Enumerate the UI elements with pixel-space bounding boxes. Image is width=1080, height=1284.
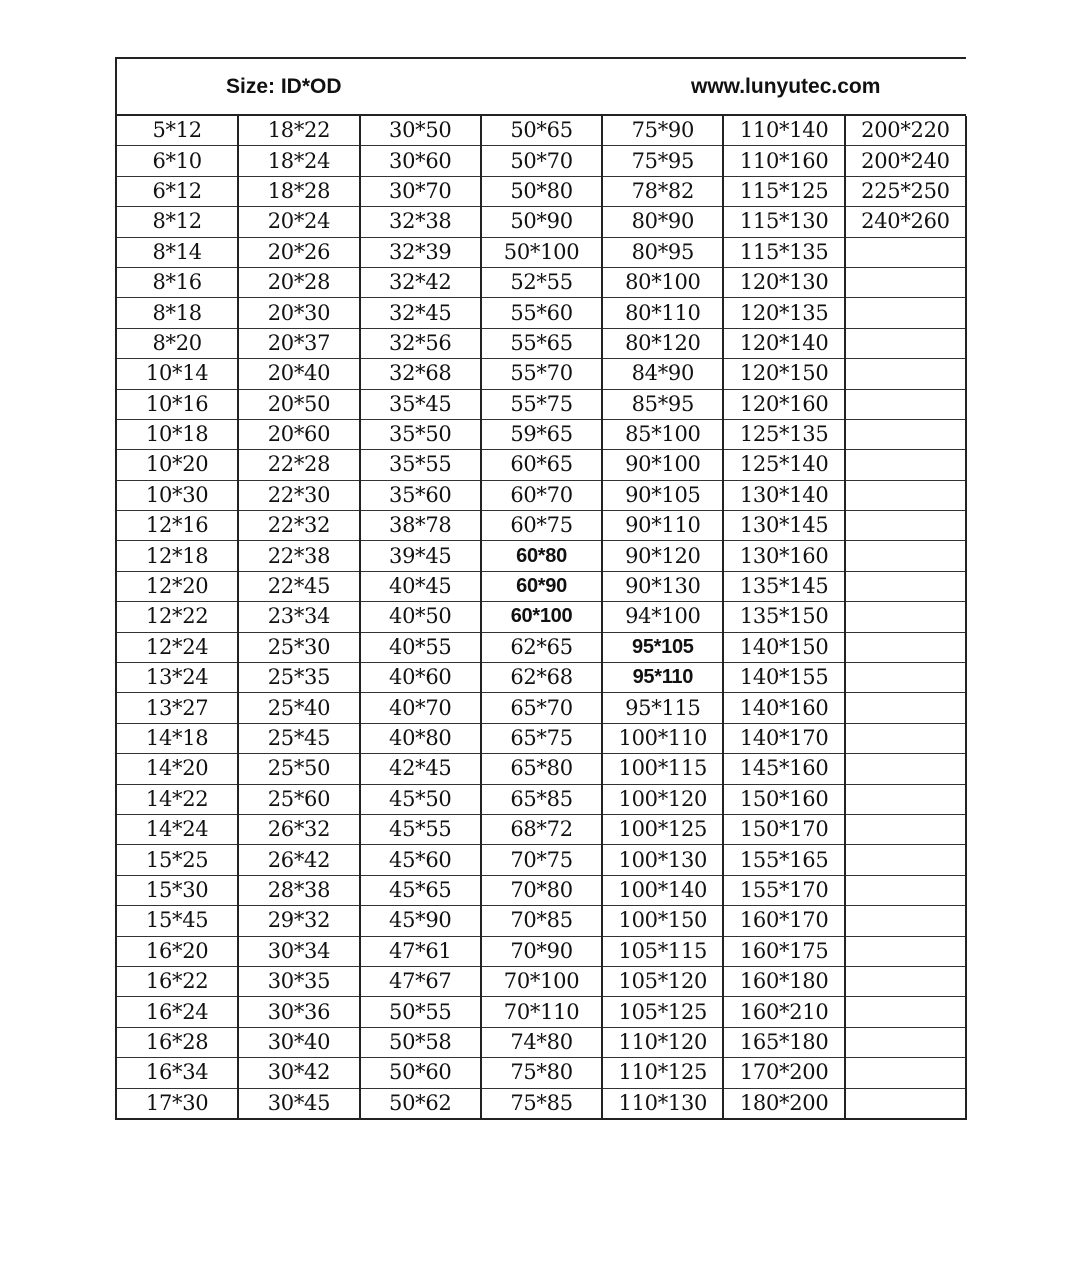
size-cell: 140*170 <box>723 723 844 753</box>
size-cell: 70*100 <box>481 966 602 996</box>
size-cell: 155*165 <box>723 845 844 875</box>
size-cell: 100*115 <box>602 754 723 784</box>
size-cell: 10*14 <box>117 359 238 389</box>
size-cell: 10*16 <box>117 389 238 419</box>
size-cell: 100*130 <box>602 845 723 875</box>
size-cell: 12*22 <box>117 602 238 632</box>
table-row <box>117 237 966 267</box>
size-cell: 39*45 <box>360 541 481 571</box>
size-cell: 225*250 <box>845 176 966 206</box>
size-cell: 40*55 <box>360 632 481 662</box>
size-cell: 23*34 <box>238 602 359 632</box>
size-cell: 50*80 <box>481 176 602 206</box>
size-cell: 18*28 <box>238 176 359 206</box>
table-row <box>117 1027 966 1057</box>
size-cell: 55*70 <box>481 359 602 389</box>
size-cell: 160*170 <box>723 906 844 936</box>
size-chart <box>115 57 966 1120</box>
size-cell: 85*95 <box>602 389 723 419</box>
size-cell: 52*55 <box>481 267 602 297</box>
size-cell: 32*45 <box>360 298 481 328</box>
size-cell <box>845 845 966 875</box>
size-cell: 75*85 <box>481 1088 602 1119</box>
size-cell: 120*150 <box>723 359 844 389</box>
table-row <box>117 116 966 146</box>
size-cell: 14*22 <box>117 784 238 814</box>
table-row <box>117 875 966 905</box>
size-cell: 20*24 <box>238 207 359 237</box>
size-cell: 130*160 <box>723 541 844 571</box>
size-cell: 10*30 <box>117 480 238 510</box>
size-cell: 32*68 <box>360 359 481 389</box>
size-cell <box>845 298 966 328</box>
size-cell: 165*180 <box>723 1027 844 1057</box>
size-cell: 55*75 <box>481 389 602 419</box>
table-row <box>117 298 966 328</box>
size-cell: 20*28 <box>238 267 359 297</box>
size-cell: 30*42 <box>238 1058 359 1088</box>
size-cell: 8*12 <box>117 207 238 237</box>
size-cell: 75*95 <box>602 146 723 176</box>
table-row <box>117 146 966 176</box>
size-cell: 100*120 <box>602 784 723 814</box>
size-cell: 155*170 <box>723 875 844 905</box>
size-cell: 50*70 <box>481 146 602 176</box>
size-cell: 30*50 <box>360 116 481 146</box>
size-cell: 20*37 <box>238 328 359 358</box>
size-cell: 40*50 <box>360 602 481 632</box>
table-row <box>117 419 966 449</box>
size-cell: 22*38 <box>238 541 359 571</box>
size-cell: 12*20 <box>117 571 238 601</box>
table-row <box>117 359 966 389</box>
size-cell: 8*16 <box>117 267 238 297</box>
size-cell: 18*22 <box>238 116 359 146</box>
size-cell: 50*100 <box>481 237 602 267</box>
size-cell <box>845 754 966 784</box>
table-row <box>117 450 966 480</box>
size-cell: 68*72 <box>481 814 602 844</box>
size-cell: 60*100 <box>481 602 602 632</box>
table-row <box>117 814 966 844</box>
size-cell: 32*56 <box>360 328 481 358</box>
size-cell: 45*90 <box>360 906 481 936</box>
size-cell: 50*62 <box>360 1088 481 1119</box>
size-cell: 40*45 <box>360 571 481 601</box>
size-cell: 240*260 <box>845 207 966 237</box>
size-cell: 120*160 <box>723 389 844 419</box>
size-cell: 16*28 <box>117 1027 238 1057</box>
size-cell: 29*32 <box>238 906 359 936</box>
size-cell: 90*105 <box>602 480 723 510</box>
size-cell: 60*75 <box>481 511 602 541</box>
size-cell: 15*30 <box>117 875 238 905</box>
size-cell: 15*25 <box>117 845 238 875</box>
size-cell: 8*14 <box>117 237 238 267</box>
table-row <box>117 267 966 297</box>
size-cell: 50*58 <box>360 1027 481 1057</box>
size-cell: 12*24 <box>117 632 238 662</box>
size-cell: 6*10 <box>117 146 238 176</box>
size-cell <box>845 511 966 541</box>
size-cell: 32*42 <box>360 267 481 297</box>
size-cell: 10*20 <box>117 450 238 480</box>
size-cell: 25*60 <box>238 784 359 814</box>
size-cell: 84*90 <box>602 359 723 389</box>
size-cell: 45*55 <box>360 814 481 844</box>
size-cell: 110*120 <box>602 1027 723 1057</box>
size-cell: 40*80 <box>360 723 481 753</box>
size-cell: 40*60 <box>360 663 481 693</box>
size-cell: 115*135 <box>723 237 844 267</box>
size-cell: 90*120 <box>602 541 723 571</box>
size-cell: 160*180 <box>723 966 844 996</box>
size-cell: 80*120 <box>602 328 723 358</box>
chart-header <box>117 59 966 116</box>
table-row <box>117 784 966 814</box>
size-cell: 25*50 <box>238 754 359 784</box>
size-cell: 30*70 <box>360 176 481 206</box>
size-cell <box>845 571 966 601</box>
size-cell: 115*125 <box>723 176 844 206</box>
table-row <box>117 663 966 693</box>
table-row <box>117 997 966 1027</box>
size-cell: 20*30 <box>238 298 359 328</box>
size-cell: 94*100 <box>602 602 723 632</box>
table-row <box>117 207 966 237</box>
size-cell: 95*115 <box>602 693 723 723</box>
size-cell: 90*130 <box>602 571 723 601</box>
size-cell: 110*130 <box>602 1088 723 1119</box>
size-cell: 40*70 <box>360 693 481 723</box>
size-cell: 20*60 <box>238 419 359 449</box>
size-cell: 20*50 <box>238 389 359 419</box>
size-cell: 30*45 <box>238 1088 359 1119</box>
size-cell: 135*145 <box>723 571 844 601</box>
size-cell: 35*50 <box>360 419 481 449</box>
size-cell: 65*75 <box>481 723 602 753</box>
size-cell: 135*150 <box>723 602 844 632</box>
size-cell: 25*35 <box>238 663 359 693</box>
size-cell: 125*140 <box>723 450 844 480</box>
size-cell: 100*140 <box>602 875 723 905</box>
table-row <box>117 906 966 936</box>
size-cell: 140*150 <box>723 632 844 662</box>
size-cell: 14*24 <box>117 814 238 844</box>
table-row <box>117 936 966 966</box>
size-cell: 12*16 <box>117 511 238 541</box>
size-cell: 125*135 <box>723 419 844 449</box>
size-cell: 30*36 <box>238 997 359 1027</box>
table-row <box>117 754 966 784</box>
size-cell: 16*20 <box>117 936 238 966</box>
size-cell: 38*78 <box>360 511 481 541</box>
table-row <box>117 571 966 601</box>
size-cell: 32*39 <box>360 237 481 267</box>
size-cell: 50*55 <box>360 997 481 1027</box>
size-cell: 50*60 <box>360 1058 481 1088</box>
size-cell: 59*65 <box>481 419 602 449</box>
size-cell: 55*60 <box>481 298 602 328</box>
size-cell: 25*30 <box>238 632 359 662</box>
size-cell <box>845 784 966 814</box>
size-cell: 150*170 <box>723 814 844 844</box>
size-cell: 55*65 <box>481 328 602 358</box>
table-row <box>117 328 966 358</box>
size-cell <box>845 419 966 449</box>
size-cell <box>845 693 966 723</box>
size-cell: 95*105 <box>602 632 723 662</box>
size-cell: 16*24 <box>117 997 238 1027</box>
size-cell: 140*155 <box>723 663 844 693</box>
size-cell: 105*115 <box>602 936 723 966</box>
size-cell: 65*70 <box>481 693 602 723</box>
size-cell: 60*90 <box>481 571 602 601</box>
size-cell: 60*80 <box>481 541 602 571</box>
size-cell: 35*55 <box>360 450 481 480</box>
size-cell: 25*45 <box>238 723 359 753</box>
size-cell <box>845 480 966 510</box>
size-cell: 47*61 <box>360 936 481 966</box>
table-row <box>117 541 966 571</box>
size-cell: 110*160 <box>723 146 844 176</box>
size-cell <box>845 723 966 753</box>
size-cell <box>845 936 966 966</box>
size-cell: 62*68 <box>481 663 602 693</box>
size-cell: 150*160 <box>723 784 844 814</box>
size-cell: 70*90 <box>481 936 602 966</box>
table-row <box>117 511 966 541</box>
size-cell: 22*32 <box>238 511 359 541</box>
size-cell: 10*18 <box>117 419 238 449</box>
size-cell: 8*20 <box>117 328 238 358</box>
size-cell: 160*175 <box>723 936 844 966</box>
size-cell: 62*65 <box>481 632 602 662</box>
size-cell: 120*135 <box>723 298 844 328</box>
size-cell: 80*90 <box>602 207 723 237</box>
size-cell: 20*40 <box>238 359 359 389</box>
size-cell: 12*18 <box>117 541 238 571</box>
size-cell: 42*45 <box>360 754 481 784</box>
size-cell: 35*60 <box>360 480 481 510</box>
size-cell <box>845 1088 966 1119</box>
size-cell: 26*42 <box>238 845 359 875</box>
table-row <box>117 389 966 419</box>
size-cell: 5*12 <box>117 116 238 146</box>
size-cell: 100*150 <box>602 906 723 936</box>
size-cell <box>845 1058 966 1088</box>
size-cell: 30*40 <box>238 1027 359 1057</box>
size-cell: 105*125 <box>602 997 723 1027</box>
table-row <box>117 1058 966 1088</box>
size-cell: 14*20 <box>117 754 238 784</box>
size-cell: 75*90 <box>602 116 723 146</box>
size-cell: 30*35 <box>238 966 359 996</box>
size-cell <box>845 632 966 662</box>
table-row <box>117 723 966 753</box>
table-row <box>117 602 966 632</box>
size-cell: 95*110 <box>602 663 723 693</box>
size-cell: 90*110 <box>602 511 723 541</box>
size-cell: 13*27 <box>117 693 238 723</box>
size-cell <box>845 267 966 297</box>
size-cell: 16*34 <box>117 1058 238 1088</box>
size-cell: 50*90 <box>481 207 602 237</box>
size-cell <box>845 541 966 571</box>
size-cell: 100*110 <box>602 723 723 753</box>
table-row <box>117 1088 966 1119</box>
size-cell: 22*28 <box>238 450 359 480</box>
size-cell: 78*82 <box>602 176 723 206</box>
size-cell <box>845 237 966 267</box>
size-cell: 200*220 <box>845 116 966 146</box>
size-cell: 14*18 <box>117 723 238 753</box>
size-cell: 35*45 <box>360 389 481 419</box>
size-cell: 45*65 <box>360 875 481 905</box>
table-row <box>117 966 966 996</box>
size-cell: 32*38 <box>360 207 481 237</box>
size-cell: 17*30 <box>117 1088 238 1119</box>
size-cell: 105*120 <box>602 966 723 996</box>
size-cell: 100*125 <box>602 814 723 844</box>
size-cell <box>845 328 966 358</box>
size-cell <box>845 814 966 844</box>
size-cell: 110*125 <box>602 1058 723 1088</box>
table-row <box>117 632 966 662</box>
size-cell: 65*80 <box>481 754 602 784</box>
size-cell: 160*210 <box>723 997 844 1027</box>
size-cell: 85*100 <box>602 419 723 449</box>
size-cell: 70*85 <box>481 906 602 936</box>
size-cell: 18*24 <box>238 146 359 176</box>
size-cell: 110*140 <box>723 116 844 146</box>
size-cell: 45*50 <box>360 784 481 814</box>
size-cell: 22*45 <box>238 571 359 601</box>
table-row <box>117 845 966 875</box>
size-cell: 80*95 <box>602 237 723 267</box>
size-cell: 74*80 <box>481 1027 602 1057</box>
size-cell: 6*12 <box>117 176 238 206</box>
website-label: www.lunyutec.com <box>691 75 881 98</box>
size-cell <box>845 663 966 693</box>
size-cell <box>845 875 966 905</box>
size-cell: 130*145 <box>723 511 844 541</box>
table-row <box>117 480 966 510</box>
size-cell: 30*34 <box>238 936 359 966</box>
size-cell <box>845 450 966 480</box>
size-label: Size: ID*OD <box>226 75 342 98</box>
size-cell: 60*65 <box>481 450 602 480</box>
size-cell: 25*40 <box>238 693 359 723</box>
size-table-body <box>117 116 966 1119</box>
size-cell: 80*110 <box>602 298 723 328</box>
size-cell: 140*160 <box>723 693 844 723</box>
size-cell: 70*110 <box>481 997 602 1027</box>
size-cell: 65*85 <box>481 784 602 814</box>
size-cell: 30*60 <box>360 146 481 176</box>
size-cell: 120*140 <box>723 328 844 358</box>
size-cell: 50*65 <box>481 116 602 146</box>
size-cell: 16*22 <box>117 966 238 996</box>
size-cell: 28*38 <box>238 875 359 905</box>
size-cell <box>845 359 966 389</box>
table-row <box>117 693 966 723</box>
size-cell <box>845 602 966 632</box>
size-cell: 115*130 <box>723 207 844 237</box>
size-cell: 130*140 <box>723 480 844 510</box>
size-cell: 47*67 <box>360 966 481 996</box>
table-row <box>117 176 966 206</box>
size-cell: 15*45 <box>117 906 238 936</box>
size-cell <box>845 997 966 1027</box>
size-cell: 75*80 <box>481 1058 602 1088</box>
size-cell: 180*200 <box>723 1088 844 1119</box>
size-cell <box>845 966 966 996</box>
size-cell: 22*30 <box>238 480 359 510</box>
size-cell: 26*32 <box>238 814 359 844</box>
size-cell: 70*80 <box>481 875 602 905</box>
size-cell: 170*200 <box>723 1058 844 1088</box>
size-cell: 145*160 <box>723 754 844 784</box>
size-cell: 200*240 <box>845 146 966 176</box>
size-cell: 70*75 <box>481 845 602 875</box>
size-cell: 60*70 <box>481 480 602 510</box>
size-table <box>117 116 967 1120</box>
size-cell: 120*130 <box>723 267 844 297</box>
size-cell <box>845 1027 966 1057</box>
size-cell: 80*100 <box>602 267 723 297</box>
size-cell: 8*18 <box>117 298 238 328</box>
size-cell: 20*26 <box>238 237 359 267</box>
size-cell: 13*24 <box>117 663 238 693</box>
size-cell <box>845 906 966 936</box>
size-cell: 90*100 <box>602 450 723 480</box>
size-cell <box>845 389 966 419</box>
size-cell: 45*60 <box>360 845 481 875</box>
